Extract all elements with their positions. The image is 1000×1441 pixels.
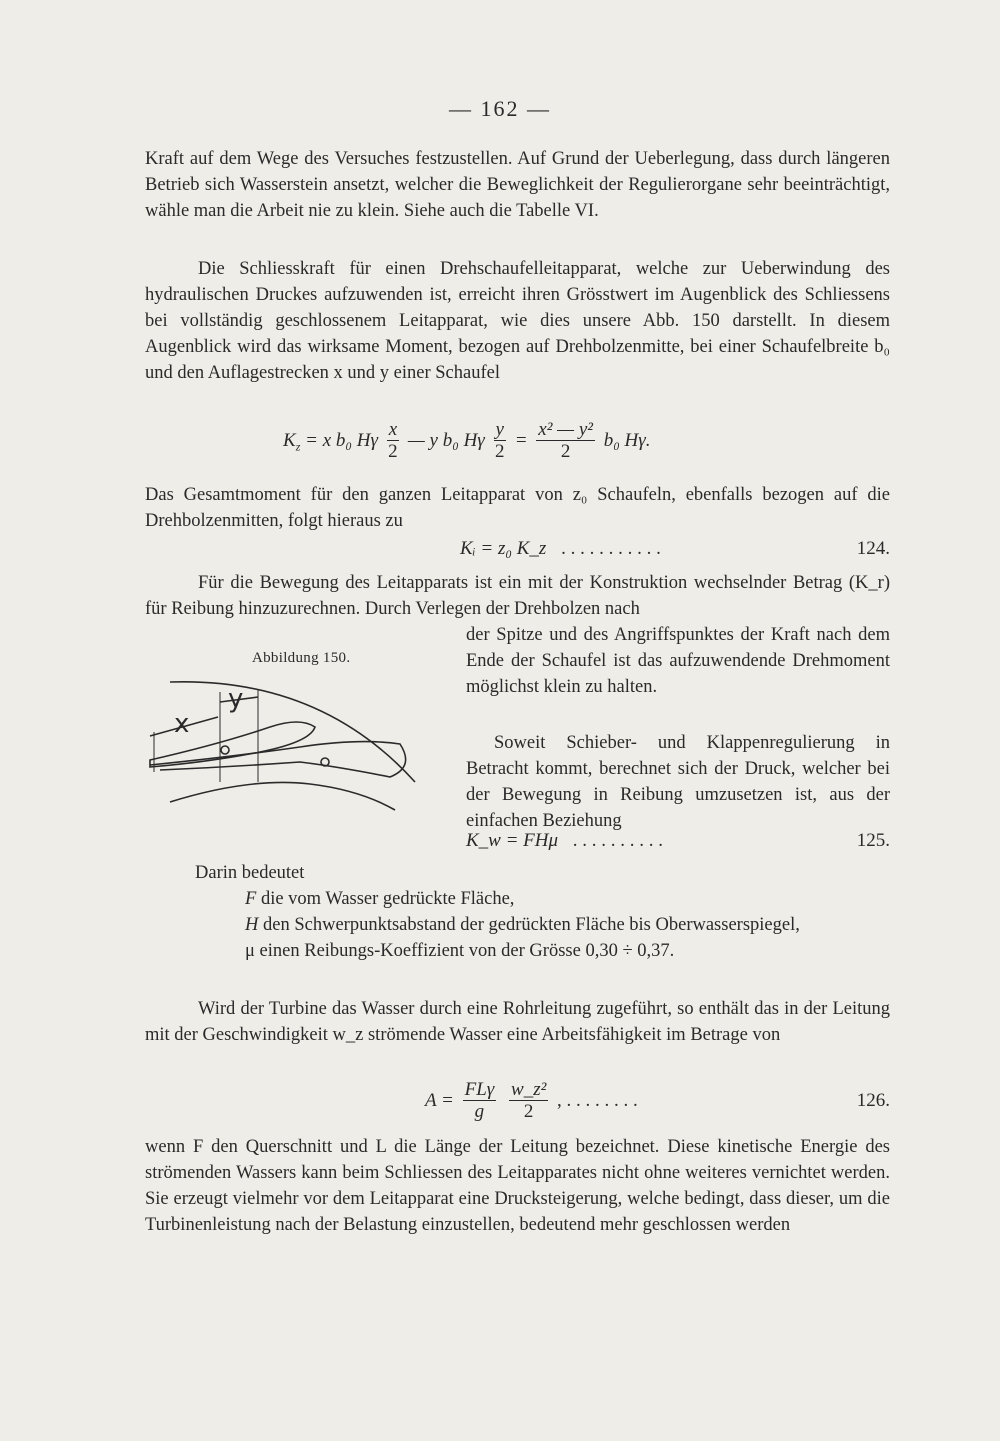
definition-mu [195,938,890,964]
definition-f-symbol: F [245,889,257,909]
paragraph-3-text: Das Gesamtmoment für den ganzen Leitapparat von z₀ Schaufeln, ebenfalls bezogen auf die Drehbolzenmitten, folgt hieraus zu [145,485,890,531]
equation-125 [466,830,890,852]
formula-kz-term2: y b₀ Hγ [429,429,485,451]
paragraph-6-text: Wird der Turbine das Wasser durch eine Rohrleitung zugeführt, so enthält das in der Leitung mit der Geschwindigkeit w_z strömende Wasser eine Arbeitsfähigkeit im Betrage von [145,999,890,1045]
outer-arc [170,682,415,782]
eq126-frac2-num: w_z² [511,1079,547,1100]
eq126-frac2-den: 2 [523,1101,534,1122]
paragraph-7 [145,1134,890,1238]
formula-kz-frac3 [536,420,595,463]
equation-125-expr: K_w = FHμ [466,830,559,851]
frac2-num: y [495,419,504,440]
paragraph-4-text: Für die Bewegung des Leitapparats ist ein mit der Konstruktion wechselnder Betrag (K_r) für Reibung hinzuzurechnen. Durch Verlegen der Drehbolzen nach [145,573,890,619]
inner-arc [170,782,395,810]
darin-bedeutet: Darin bedeutet [195,863,305,883]
formula-kz-frac2 [494,420,506,463]
definition-mu-symbol: μ [245,941,255,961]
formula-kz-term3: b₀ Hγ. [603,429,651,451]
equation-126-number: 126. [856,1090,890,1111]
frac3-den: 2 [560,441,571,462]
frac2-den: 2 [495,441,505,462]
formula-kz-term1: x b₀ Hγ [322,429,378,451]
equation-126-frac1 [463,1080,497,1123]
formula-kz-lhs: K [283,429,296,451]
equation-124-dots: . . . . . . . . . . . [561,538,661,559]
equation-124-number: 124. [856,538,890,559]
figure-label-x: x [174,709,190,739]
paragraph-1 [145,146,890,224]
definitions [195,860,890,964]
page-number: — 162 — [449,96,551,121]
definition-h-symbol: H [245,915,259,935]
equation-126-lhs: A = [425,1089,454,1111]
vane-lower [150,742,406,777]
formula-kz-minus: — [407,429,425,451]
paragraph-4 [145,570,890,622]
guide-vane-figure [140,672,430,812]
definition-f-text: die vom Wasser gedrückte Fläche, [260,889,515,909]
paragraph-6 [145,996,890,1048]
definition-f [195,886,890,912]
paragraph-2-text: Die Schliesskraft für einen Drehschaufelleitapparat, welche zur Ueberwindung des hydraulischen Druckes aufzuwenden ist, erreicht ihren Grösstwert im Augenblick des Schliessens bei vollständig geschlossenem Leitapparat, wie dies unsere Abb. 150 darstellt. In diesem Augenblick wird das wirksame Moment, bezogen auf Drehbolzenmitte, bei einer Schaufelbreite b₀ und den Auflagestrecken x und y einer Schaufel [145,259,890,383]
paragraph-4-cont-text: der Spitze und des Angriffspunktes der Kraft nach dem Ende der Schaufel ist das aufzuwendende Drehmoment möglichst klein zu halten. [466,625,890,697]
formula-kz-eq: = [305,429,318,451]
definition-h-text: den Schwerpunktsabstand der gedrückten Fläche bis Oberwasserspiegel, [263,915,800,935]
pivot-1 [221,746,229,754]
equation-124 [460,538,890,560]
frac1-den: 2 [388,441,398,462]
equation-125-dots: . . . . . . . . . . [572,830,664,851]
equation-126-dots: , . . . . . . . . [557,1089,638,1111]
paragraph-4-continued [466,622,890,700]
eq126-frac1-num: FLγ [464,1079,495,1100]
formula-kz [283,420,651,463]
paragraph-1-text: Kraft auf dem Wege des Versuches festzustellen. Auf Grund der Ueberlegung, dass durch längeren Betrieb sich Wasserstein ansetzt, welcher die Beweglichkeit der Regulierorgane sehr beeinträchtigt, wähle man die Arbeit nie zu klein. Siehe auch die Tabelle VI. [145,149,890,221]
definition-h [195,912,890,938]
equation-125-number: 125. [856,830,890,851]
figure-caption: Abbildung 150. [252,650,351,666]
formula-kz-lhs-sub: z [295,439,301,454]
formula-kz-frac1 [387,420,399,463]
eq126-frac1-den: g [474,1101,485,1122]
definition-mu-text: einen Reibungs-Koeffizient von der Grösse 0,30 ÷ 0,37. [259,941,675,961]
equation-124-expr: Kᵢ = z₀ K_z [460,538,547,559]
formula-kz-eq2: = [514,429,528,451]
equation-126-frac2 [509,1080,548,1123]
equation-126 [425,1080,890,1123]
paragraph-7-text: wenn F den Querschnitt und L die Länge der Leitung bezeichnet. Diese kinetische Energie des strömenden Wassers kann beim Schliessen des Leitapparates nicht ohne weiteres vernichtet werden. Sie erzeugt vielmehr vor dem Leitapparat eine Drucksteigerung, welche bedingt, dass dieser, um die Turbinenleistung nach der Belastung einzustellen, bedeutend mehr geschlossen werden [145,1137,890,1235]
paragraph-2 [145,256,890,386]
frac3-num: x² — y² [538,419,593,440]
paragraph-3 [145,482,890,534]
paragraph-5 [466,730,890,834]
paragraph-5-text: Soweit Schieber- und Klappenregulierung in Betracht kommt, berechnet sich der Druck, welcher bei der Bewegung in Reibung umzusetzen ist, aus der einfachen Beziehung [466,733,890,831]
frac1-num: x [388,419,398,440]
figure-label-y: y [228,684,244,714]
